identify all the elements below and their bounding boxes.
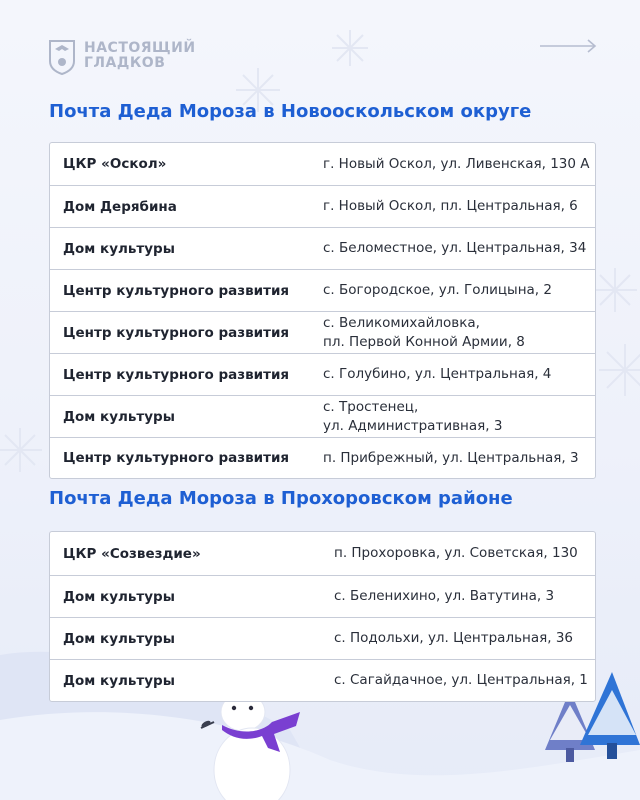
table-row <box>50 437 595 478</box>
table-row <box>50 311 595 353</box>
address-line: п. Прибрежный, ул. Центральная, 3 <box>323 449 579 466</box>
venue-name: Дом культуры <box>63 408 175 425</box>
venue-address <box>334 544 578 563</box>
table-row <box>50 353 595 395</box>
venue-name: Центр культурного развития <box>63 450 290 466</box>
venue-address <box>323 239 586 258</box>
address-line: ул. Административная, 3 <box>323 417 503 434</box>
venue-name: Центр культурного развития <box>63 324 290 341</box>
venue-address <box>323 449 579 468</box>
venue-name: ЦКР «Оскол» <box>63 156 167 172</box>
venue-name: ЦКР «Созвездие» <box>63 545 201 562</box>
venue-name: Дом Дерябина <box>63 198 177 215</box>
venue-address <box>334 629 573 648</box>
brand-line-1: НАСТОЯЩИЙ <box>84 40 196 56</box>
address-line: с. Беленихино, ул. Ватутина, 3 <box>334 588 555 604</box>
address-line: п. Прохоровка, ул. Советская, 130 <box>334 545 578 561</box>
venue-address <box>323 197 578 216</box>
table-row <box>50 269 595 311</box>
coat-of-arms-icon <box>48 37 76 75</box>
arrow-right-icon[interactable] <box>540 38 598 54</box>
table-row <box>50 532 595 575</box>
table-row <box>50 143 595 185</box>
address-line: г. Новый Оскол, ул. Ливенская, 130 А <box>323 155 590 172</box>
venue-name: Центр культурного развития <box>63 366 290 383</box>
table-row <box>50 617 595 659</box>
address-line: с. Тростенец, <box>323 398 419 415</box>
address-line: с. Голубино, ул. Центральная, 4 <box>323 366 552 382</box>
venue-address <box>334 587 554 606</box>
address-line: с. Беломестное, ул. Центральная, 34 <box>323 240 587 256</box>
venue-name: Дом культуры <box>63 588 175 605</box>
venue-name: Дом культуры <box>63 240 175 257</box>
venue-address <box>323 155 590 174</box>
address-line: с. Сагайдачное, ул. Центральная, 1 <box>334 672 588 688</box>
table-row <box>50 395 595 437</box>
venue-name: Центр культурного развития <box>63 282 290 299</box>
table-row <box>50 227 595 269</box>
table-row <box>50 575 595 617</box>
address-line: с. Богородское, ул. Голицына, 2 <box>323 282 552 298</box>
table-row <box>50 185 595 227</box>
venue-name: Дом культуры <box>63 630 175 647</box>
venue-address <box>334 671 588 690</box>
venue-address <box>323 398 502 436</box>
venue-address <box>323 314 525 352</box>
venue-address <box>323 281 552 300</box>
brand-header <box>48 36 196 76</box>
venue-address <box>323 365 551 384</box>
brand-line-2: ГЛАДКОВ <box>84 55 166 71</box>
locations-table-prokhorovsky <box>49 531 596 702</box>
venue-name: Дом культуры <box>63 672 175 689</box>
section-title-prokhorovsky: Почта Деда Мороза в Прохоровском районе <box>49 488 513 509</box>
address-line: пл. Первой Конной Армии, 8 <box>323 333 525 350</box>
table-row <box>50 659 595 701</box>
snow-hill-front <box>0 712 640 800</box>
locations-table-novooskolsky <box>49 142 596 479</box>
address-line: с. Великомихайловка, <box>323 314 480 331</box>
address-line: г. Новый Оскол, пл. Центральная, 6 <box>323 198 578 214</box>
address-line: с. Подольхи, ул. Центральная, 36 <box>334 630 574 646</box>
section-title-novooskolsky: Почта Деда Мороза в Новооскольском округе <box>49 101 532 122</box>
brand-name <box>84 41 196 71</box>
